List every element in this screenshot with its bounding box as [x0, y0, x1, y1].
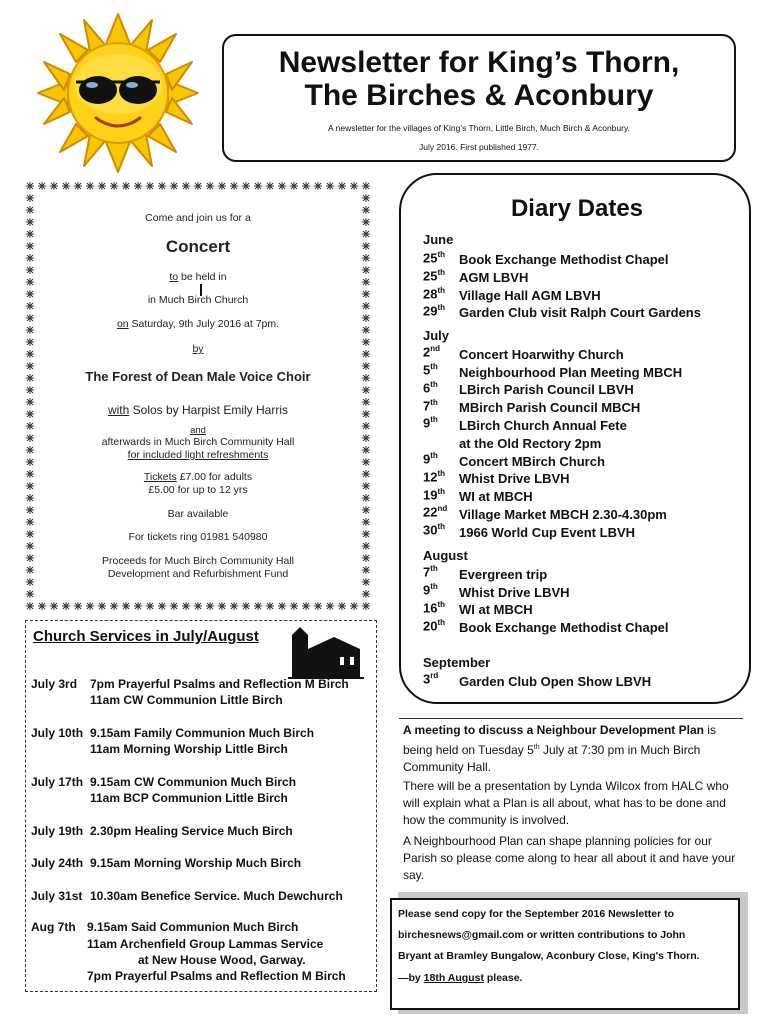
service-line: 9.15am CW Communion Much Birch	[90, 775, 297, 789]
diary-event: LBirch Church Annual Fete	[459, 418, 627, 433]
service-line: 11am CW Communion Little Birch	[90, 693, 283, 707]
concert-proceeds-1: Proceeds for Much Birch Community Hall	[102, 555, 294, 567]
neighbourhood-headline: A meeting to discuss a Neighbour Development Plan	[403, 723, 704, 737]
concert-invite: Come and join us for a	[145, 212, 251, 224]
diary-day: 7th	[423, 398, 438, 414]
diary-event: 1966 World Cup Event LBVH	[459, 525, 636, 540]
diary-day: 25th	[423, 268, 446, 284]
date-rest: Saturday, 9th July 2016 at 7pm.	[128, 318, 280, 330]
service-line: 11am Archenfield Group Lammas Service	[87, 937, 324, 951]
diary-day: 28th	[423, 286, 446, 302]
service-date: July 17th	[31, 775, 84, 789]
neighbourhood-p1: A meeting to discuss a Neighbour Development Plan is being held on Tuesday 5th July at 7:30 pm in Much Birch Community Hall.	[403, 723, 716, 774]
diary-day: 9th	[423, 451, 438, 467]
concert-venue: in Much Birch Church	[147, 294, 249, 306]
concert-solos	[24, 403, 372, 417]
send-copy-line2: birchesnews@gmail.com or written contributions to John	[398, 929, 686, 941]
month-august: August	[423, 548, 468, 563]
concert-refreshments: for included light refreshments	[127, 449, 269, 461]
newsletter-title-line2: The Birches & Aconbury	[304, 79, 654, 112]
diary-event: Book Exchange Methodist Chapel	[459, 620, 669, 635]
concert-phone: For tickets ring 01981 540980	[128, 531, 268, 543]
diary-day: 9th	[423, 415, 438, 431]
diary-event: AGM LBVH	[459, 270, 529, 285]
service-line: 9.15am Morning Worship Much Birch	[90, 856, 302, 870]
service-line: 11am BCP Communion Little Birch	[90, 791, 288, 805]
diary-event: WI at MBCH	[459, 602, 533, 617]
sun-with-sunglasses-icon	[18, 12, 218, 174]
diary-event: Neighbourhood Plan Meeting MBCH	[459, 365, 683, 380]
diary-day: 29th	[423, 303, 446, 319]
neighbourhood-p3: A Neighbourhood Plan can shape planning policies for our Parish so please come along to hear all about it and have your say.	[403, 834, 736, 882]
church-services-panel	[25, 620, 377, 992]
diary-event: Book Exchange Methodist Chapel	[459, 252, 669, 267]
send-copy-line1: Please send copy for the September 2016 Newsletter to	[398, 908, 675, 920]
tickets-rest: £7.00 for adults	[176, 471, 253, 483]
concert-tickets	[24, 471, 372, 483]
diary-event: WI at MBCH	[459, 489, 533, 504]
service-date: July 31st	[31, 889, 83, 903]
service-line: at New House Wood, Garway.	[138, 953, 306, 967]
diary-title: Diary Dates	[510, 195, 644, 222]
newsletter-header	[222, 34, 736, 162]
diary-dates-panel	[399, 173, 751, 704]
diary-event: Evergreen trip	[459, 567, 548, 582]
send-copy-line3: Bryant at Bramley Bungalow, Aconbury Close, King's Thorn.	[398, 950, 700, 962]
concert-choir: The Forest of Dean Male Voice Choir	[85, 369, 311, 384]
diary-day: 5th	[423, 362, 438, 378]
concert-poster	[24, 180, 372, 612]
held-prefix: to	[169, 271, 179, 283]
concert-held-in	[24, 271, 372, 283]
church-services-title: Church Services in July/August	[33, 628, 259, 645]
newsletter-date: July 2016. First published 1977.	[418, 142, 540, 152]
service-date: July 10th	[31, 726, 84, 740]
date-prefix: on	[116, 318, 129, 330]
diary-day: 16th	[423, 600, 446, 616]
diary-day: 22nd	[423, 504, 448, 520]
diary-event: LBirch Parish Council LBVH	[459, 382, 634, 397]
diary-event-continued: at the Old Rectory 2pm	[459, 436, 602, 451]
service-line: 2.30pm Healing Service Much Birch	[90, 824, 293, 838]
diary-day: 7th	[423, 564, 438, 580]
neighbourhood-p2: There will be a presentation by Lynda Wilcox from HALC who will explain what a Plan is all about, what has to be done and how the community is involved.	[403, 779, 729, 827]
held-rest: be held in	[178, 271, 227, 283]
service-date: July 19th	[31, 824, 84, 838]
diary-event: Garden Club Open Show LBVH	[459, 674, 652, 689]
newsletter-subtitle: A newsletter for the villages of King’s Thorn, Little Birch, Much Birch & Aconbury.	[328, 123, 630, 133]
send-copy-deadline: —by 18th August please.	[398, 972, 523, 984]
concert-afterwards: afterwards in Much Birch Community Hall	[101, 436, 295, 448]
service-date: July 3rd	[31, 677, 78, 691]
diary-event: Village Hall AGM LBVH	[459, 288, 601, 303]
church-silhouette-icon	[288, 627, 364, 679]
diary-day: 20th	[423, 618, 446, 634]
service-line: 7pm Prayerful Psalms and Reflection M Birch	[90, 677, 349, 691]
diary-event: Village Market MBCH 2.30-4.30pm	[459, 507, 667, 522]
service-line: 11am Morning Worship Little Birch	[90, 742, 288, 756]
concert-title: Concert	[165, 237, 231, 256]
solos-prefix: with	[107, 403, 130, 417]
service-line: 9.15am Said Communion Much Birch	[87, 920, 299, 934]
diary-event: MBirch Parish Council MBCH	[459, 400, 641, 415]
diary-day: 2nd	[423, 344, 441, 360]
diary-event: Whist Drive LBVH	[459, 585, 570, 600]
tickets-prefix: Tickets	[143, 471, 177, 483]
diary-day: 19th	[423, 487, 446, 503]
service-line: 10.30am Benefice Service. Much Dewchurch	[90, 889, 343, 903]
diary-event: Concert Hoarwithy Church	[459, 347, 624, 362]
diary-event: Garden Club visit Ralph Court Gardens	[459, 305, 701, 320]
newsletter-title-line1: Newsletter for King’s Thorn,	[278, 46, 680, 79]
diary-day: 3rd	[423, 671, 439, 687]
month-september: September	[423, 655, 491, 670]
service-line: 7pm Prayerful Psalms and Reflection M Birch	[87, 969, 346, 983]
concert-bar: Bar available	[167, 508, 229, 520]
send-copy-box	[390, 898, 740, 1010]
diary-day: 25th	[423, 250, 446, 266]
divider	[399, 718, 743, 719]
month-june: June	[423, 232, 454, 247]
concert-and: and	[190, 425, 206, 436]
diary-day: 6th	[423, 380, 438, 396]
concert-tickets-child: £5.00 for up to 12 yrs	[148, 484, 248, 496]
concert-proceeds-2: Development and Refurbishment Fund	[107, 568, 289, 580]
concert-date	[24, 318, 372, 330]
diary-day: 30th	[423, 522, 446, 538]
diary-event: Whist Drive LBVH	[459, 471, 570, 486]
diary-event: Concert MBirch Church	[459, 454, 605, 469]
concert-by: by	[192, 343, 204, 355]
service-date: Aug 7th	[31, 920, 76, 934]
diary-day: 9th	[423, 582, 438, 598]
service-line: 9.15am Family Communion Much Birch	[90, 726, 315, 740]
solos-rest: Solos by Harpist Emily Harris	[129, 403, 289, 417]
service-date: July 24th	[31, 856, 84, 870]
diary-day: 12th	[423, 469, 446, 485]
month-july: July	[423, 328, 450, 343]
